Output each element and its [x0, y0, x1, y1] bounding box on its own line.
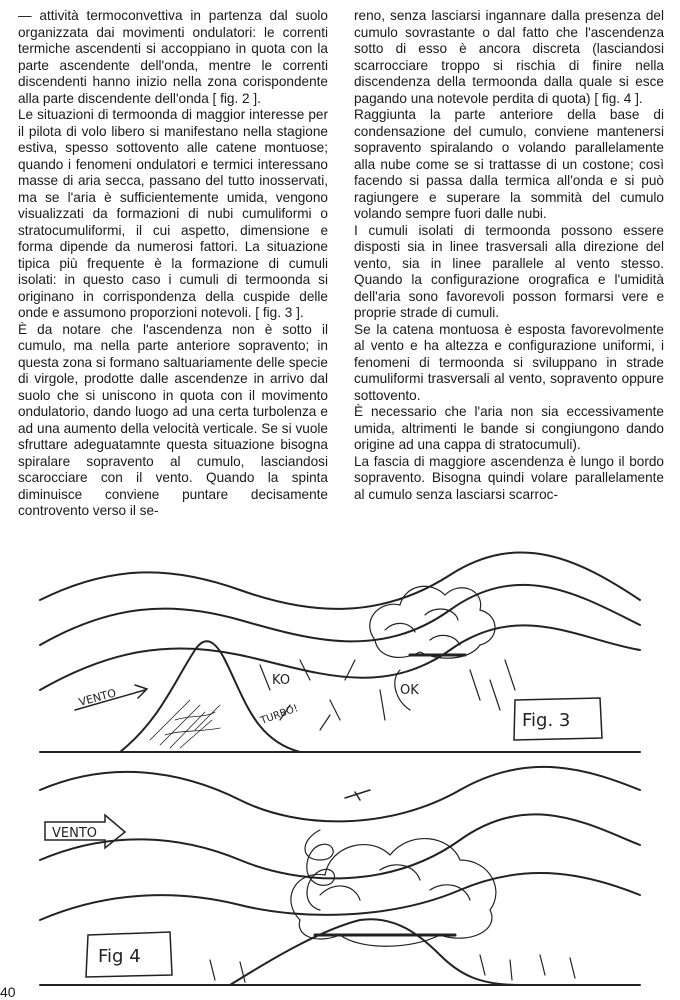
paragraph: Raggiunta la parte anteriore della base di condensazione del cumulo, conviene mantenersi sopravento spiralando o volando parallelamente alla nube come se si trattasse di un costone; così facendo si passa dalla termica all'onda e si può ragiungere e superare la sommità del cumulo volando sempre fuori dalle nubi. — [354, 107, 664, 221]
sink-arrows — [210, 955, 575, 982]
figures-illustration — [0, 548, 680, 997]
wave-line — [40, 553, 640, 609]
wave-line — [40, 585, 640, 645]
paragraph: I cumuli isolati di termoonda possono essere disposti sia in linee trasversali alla direzione del vento, sia in linee parallele al vento stesso. Quando la configurazione orografica e l'umidità dell'aria sono favorevoli posson formarsi vere e proprie strade di cumuli. — [354, 222, 664, 320]
wave-line — [40, 814, 640, 878]
left-text-column — [18, 8, 328, 520]
spiral-flight-path — [305, 830, 335, 910]
fig4-cloud — [291, 839, 496, 947]
paragraph: Se la catena montuosa è esposta favorevolmente al vento e ha altezza e configurazione uniformi, i fenomeni di termoonda si sviluppano in strade cumuliformi trasversali al vento, sopravento oppure sottovento. — [354, 321, 664, 403]
fig4-drawing — [40, 767, 640, 985]
mountain — [120, 641, 300, 752]
glider-icon — [345, 790, 370, 800]
paragraph: La fascia di maggiore ascendenza è lungo il bordo sopravento. Bisogna quindi volare parallelamente al cumulo senza lasciarsi scarroc- — [354, 453, 664, 502]
fig3-ko-label: KO — [272, 673, 291, 688]
paragraph: — attività termoconvettiva in partenza dal suolo organizzata dai movimenti ondulatori: le correnti termiche ascendenti si accoppiano in quota con la parte ascendente dell'onda, mentre le correnti discendenti hanno inizio nella zona corispondente alla parte discendente dell'onda [ fig. 2 ]. — [18, 8, 328, 106]
paragraph: Le situazioni di termoonda di maggior interesse per il pilota di volo libero si manifestano nella stagione estiva, spesso sottovento alle catene montuose; quando i fenomeni ondulatori e termici interessano masse di aria secca, passano del tutto inosservati, ma se l'aria è sufficientemente umida, vengono visualizzati da formazioni di nubi cumuliformi o stratocumuliformi, il cui aspetto, dimensione e forma dipende da numerosi fattori. La situazione tipica più frequente è la formazione di cumuli isolati: in questo caso i cumuli di termoonda si originano in corrispondenza della cuspide delle onde e assumono proporzioni notevoli. [ fig. 3 ]. — [18, 107, 328, 320]
right-text-column — [354, 8, 664, 503]
fig3-drawing — [40, 553, 640, 752]
page-number: 40 — [0, 984, 16, 1000]
fig3-label: Fig. 3 — [522, 710, 571, 731]
fig4-wind-label: VENTO — [52, 826, 98, 841]
fig3-wind-label: VENTO — [77, 686, 118, 709]
fig4-label: Fig 4 — [98, 946, 141, 967]
wave-line — [40, 625, 640, 690]
wave-line — [40, 767, 640, 821]
turbulence-arrows — [260, 660, 515, 730]
paragraph: È necessario che l'aria non sia eccessivamente umida, altrimenti le bande si congiungono dando origine ad una cappa di stratocumuli). — [354, 404, 664, 452]
fig3-ok-label: OK — [400, 683, 419, 698]
paragraph: reno, senza lasciarsi ingannare dalla presenza del cumulo sovrastante o dal fatto che l'ascendenza sotto di esso è ancora discreta (lasciandosi scarrocciare troppo si rischia di finire nella discendenza della termoonda dalla quale si esce pagando una notevole perdita di quota) [ fig. 4 ]. — [354, 8, 664, 106]
fig3-turbo-label: TURBO! — [259, 703, 300, 727]
hill — [230, 919, 520, 985]
wave-line — [40, 873, 640, 920]
paragraph: È da notare che l'ascendenza non è sotto il cumulo, ma nella parte anteriore sopravento; in questa zona si formano saltuariamente delle specie di virgole, prodotte dalle ascendenze in arrivo dal suolo che si uniscono in quota con il movimento ondulatorio, dando luogo ad una certa turbolenza e ad una aumento della velocità verticale. Se si vuole sfruttare adeguatamnte questa situazione bisogna spiralare sopravento al cumulo, lasciandosi scarocciare con il vento. Quando la spinta diminuisce conviene puntare decisamente controvento verso il se- — [18, 321, 328, 518]
